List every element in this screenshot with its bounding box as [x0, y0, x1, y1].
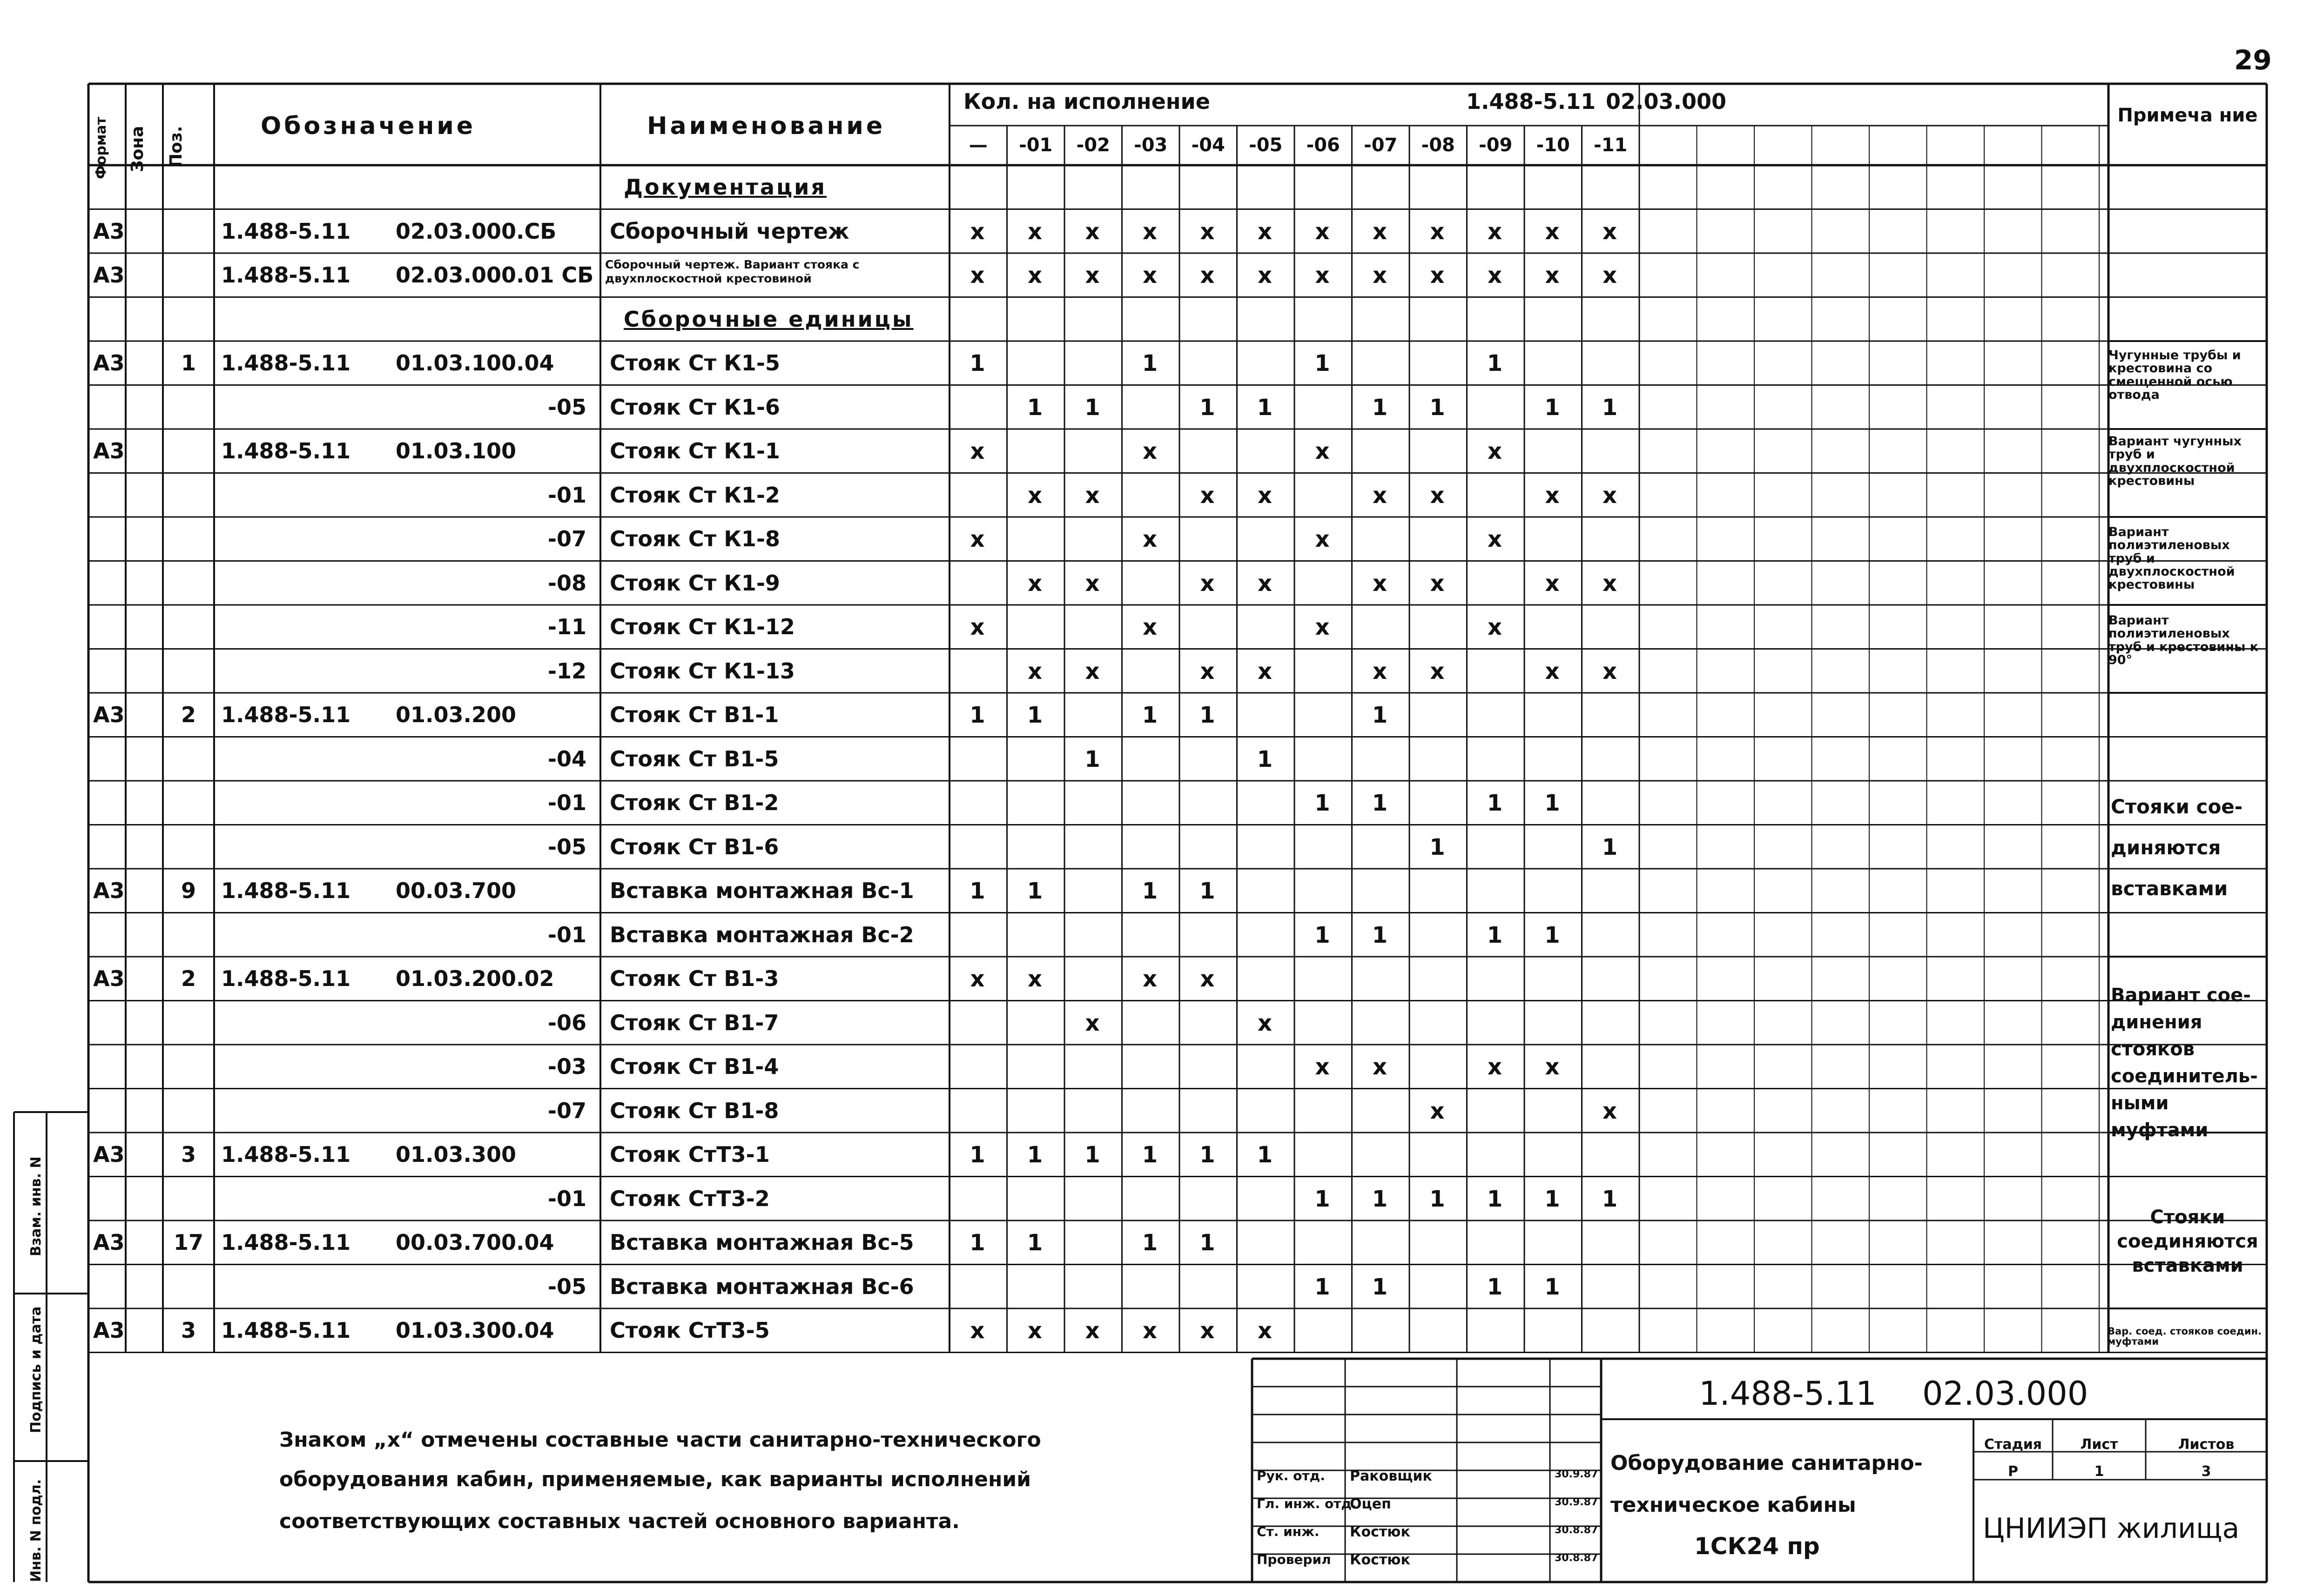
signer-role: Проверил — [1257, 1552, 1331, 1567]
variant-mark: х — [1143, 218, 1157, 245]
note-polyethylene-90: Вариант полиэтиленовых труб и крестовины к 90° — [2108, 613, 2259, 668]
organization-name: ЦНИИЭП жилища — [1983, 1512, 2240, 1545]
variant-mark: х — [1258, 218, 1272, 245]
variant-mark: х — [1028, 1318, 1042, 1344]
variant-mark: 1 — [1027, 1142, 1043, 1168]
variant-col-9: -09 — [1479, 134, 1513, 156]
variant-mark: 1 — [1142, 350, 1158, 376]
variant-col-8: -08 — [1421, 134, 1455, 156]
variant-col-10: -10 — [1536, 134, 1570, 156]
row-designation-number: 01.03.200.02 — [396, 966, 554, 991]
variant-mark: х — [1085, 1318, 1100, 1344]
row-format: А3 — [93, 966, 125, 991]
header-format: Формат — [93, 117, 109, 179]
variant-mark: х — [1545, 658, 1560, 684]
row-designation-number: -04 — [547, 746, 586, 771]
row-name: Стояк Ст К1-5 — [610, 350, 780, 376]
section-heading: Сборочные единицы — [624, 306, 914, 332]
variant-mark: х — [1373, 658, 1387, 684]
variant-mark: 1 — [1372, 394, 1388, 421]
variant-mark: 1 — [1602, 834, 1618, 860]
variant-mark: х — [1143, 526, 1157, 552]
row-designation-code: 1.488-5.11 — [221, 702, 351, 727]
variant-mark: х — [1028, 570, 1042, 597]
variant-mark: 1 — [1199, 1142, 1215, 1168]
note-cast-iron-biplane: Вариант чугунных труб и двухплоскостной крестовины — [2108, 434, 2242, 489]
variant-mark: 1 — [1142, 1230, 1158, 1256]
row-position: 3 — [181, 1318, 196, 1343]
variant-mark: 1 — [1544, 1186, 1560, 1212]
variant-mark: х — [1258, 1318, 1272, 1344]
row-designation-number: 01.03.300 — [396, 1142, 516, 1167]
variant-mark: х — [1315, 526, 1330, 552]
variant-mark: 1 — [1027, 702, 1043, 728]
variant-mark: х — [1143, 1318, 1157, 1344]
variant-mark: х — [1373, 262, 1387, 288]
header-note: Примеча ние — [2117, 105, 2258, 126]
row-name: Вставка монтажная Вс-2 — [610, 922, 914, 947]
title-line-2: техническое кабины — [1610, 1493, 1856, 1517]
row-designation-number: -08 — [547, 570, 586, 596]
variant-mark: х — [1545, 570, 1560, 597]
row-position: 2 — [181, 702, 196, 727]
variant-mark: 1 — [1544, 922, 1560, 948]
row-format: А3 — [93, 878, 125, 903]
row-name: Стояк Ст К1-12 — [610, 614, 795, 639]
row-designation-number: 00.03.700 — [396, 878, 516, 903]
variant-mark: 1 — [1372, 922, 1388, 948]
variant-mark: х — [1545, 1054, 1560, 1080]
row-designation-code: 1.488-5.11 — [221, 262, 351, 288]
variant-mark: х — [1373, 1054, 1387, 1080]
row-name: Стояк Ст К1-6 — [610, 394, 780, 420]
row-name: Стояк Ст В1-2 — [610, 790, 779, 815]
row-designation-code: 1.488-5.11 — [221, 350, 351, 376]
row-name: Стояк Ст В1-3 — [610, 966, 779, 991]
variant-mark: 1 — [1602, 1186, 1618, 1212]
row-designation-number: -03 — [547, 1054, 586, 1079]
stamp-sign-date: Подпись и дата — [28, 1306, 44, 1433]
variant-mark: х — [1603, 218, 1617, 245]
signer-date: 30.8.87 — [1555, 1552, 1598, 1564]
sheets-label: Листов — [2178, 1436, 2235, 1453]
row-name: Стояк Ст В1-7 — [610, 1010, 779, 1035]
variant-mark: 1 — [1257, 1142, 1273, 1168]
variant-mark: х — [1373, 570, 1387, 597]
row-designation-number: 01.03.300.04 — [396, 1318, 554, 1343]
variant-mark: х — [1545, 482, 1560, 509]
variant-mark: х — [1200, 1318, 1215, 1344]
variant-mark: х — [1258, 262, 1272, 288]
variant-mark: х — [1603, 1098, 1617, 1124]
row-name: Стояк Ст В1-5 — [610, 746, 779, 771]
variant-mark: х — [1085, 262, 1100, 288]
row-position: 3 — [181, 1142, 196, 1167]
variant-mark: х — [1085, 218, 1100, 245]
header-qty-label: Кол. на исполнение — [963, 89, 1210, 114]
variant-mark: 1 — [970, 350, 985, 376]
variant-mark: х — [1545, 218, 1560, 245]
row-position: 2 — [181, 966, 196, 991]
variant-mark: 1 — [1544, 394, 1560, 421]
variant-mark: х — [1430, 570, 1445, 597]
row-designation-code: 1.488-5.11 — [221, 1318, 351, 1343]
row-designation-code: 1.488-5.11 — [221, 218, 351, 244]
signer-name: Оцеп — [1350, 1496, 1391, 1512]
variant-mark: х — [1315, 218, 1330, 245]
row-designation-number: -07 — [547, 526, 586, 551]
variant-col-7: -07 — [1364, 134, 1398, 156]
row-designation-code: 1.488-5.11 — [221, 1230, 351, 1255]
header-name: Наименование — [647, 112, 886, 140]
signer-date: 30.8.87 — [1555, 1524, 1598, 1536]
variant-mark: х — [1430, 482, 1445, 509]
row-name: Стояк Ст К1-9 — [610, 570, 780, 596]
row-format: А3 — [93, 262, 125, 288]
variant-mark: 1 — [1487, 922, 1503, 948]
variant-mark: 1 — [970, 1230, 985, 1256]
header-designation: Обозначение — [261, 112, 476, 140]
variant-mark: 1 — [1314, 922, 1330, 948]
variant-col-4: -04 — [1191, 134, 1225, 156]
row-designation-code: 1.488-5.11 — [221, 878, 351, 903]
row-designation-number: -07 — [547, 1098, 586, 1123]
variant-col-11: -11 — [1594, 134, 1628, 156]
row-format: А3 — [93, 218, 125, 244]
variant-mark: х — [1200, 482, 1215, 509]
row-designation-number: 02.03.000.СБ — [396, 218, 557, 244]
row-name: Вставка монтажная Вс-1 — [610, 878, 914, 903]
variant-col-0: — — [969, 134, 988, 156]
row-designation-number: 01.03.100.04 — [396, 350, 554, 376]
row-designation-number: -12 — [547, 658, 586, 684]
variant-mark: 1 — [1084, 1142, 1100, 1168]
row-name: Стояк Ст В1-8 — [610, 1098, 779, 1123]
variant-mark: 1 — [1372, 702, 1388, 728]
variant-mark: х — [1258, 658, 1272, 684]
row-position: 9 — [181, 878, 196, 903]
row-position: 17 — [173, 1230, 203, 1255]
variant-mark: 1 — [1487, 1274, 1503, 1300]
signer-date: 30.9.87 — [1555, 1469, 1598, 1480]
variant-mark: х — [1545, 262, 1560, 288]
variant-mark: 1 — [1314, 1186, 1330, 1212]
signer-date: 30.9.87 — [1555, 1496, 1598, 1508]
signer-name: Костюк — [1350, 1552, 1410, 1568]
row-designation-number: -01 — [547, 922, 586, 947]
row-name: Стояк Ст К1-13 — [610, 658, 795, 684]
variant-col-2: -02 — [1076, 134, 1110, 156]
row-designation-code: 1.488-5.11 — [221, 438, 351, 463]
row-designation-code: 1.488-5.11 — [221, 966, 351, 991]
variant-mark: х — [1258, 1010, 1272, 1036]
variant-mark: х — [1028, 966, 1042, 992]
variant-mark: 1 — [1142, 702, 1158, 728]
variant-mark: 1 — [1372, 1274, 1388, 1300]
variant-mark: х — [970, 262, 985, 288]
variant-mark: х — [1488, 526, 1502, 552]
variant-mark: х — [1028, 658, 1042, 684]
variant-mark: 1 — [1372, 790, 1388, 816]
variant-mark: х — [1603, 482, 1617, 509]
title-line-1: Оборудование санитарно- — [1610, 1451, 1923, 1475]
stamp-orig-inv: Инв. N подл. — [28, 1479, 44, 1582]
note-inserts-2: Стояки соединяются вставками — [2117, 1207, 2258, 1276]
stage-value: Р — [2008, 1463, 2018, 1480]
variant-mark: 1 — [1429, 394, 1445, 421]
variant-mark: х — [1488, 262, 1502, 288]
title-code-b: 02.03.000 — [1922, 1375, 2088, 1413]
signer-role: Рук. отд. — [1257, 1468, 1325, 1483]
variant-mark: 1 — [1199, 394, 1215, 421]
row-name: Стояк Ст К1-2 — [610, 482, 780, 508]
variant-mark: 1 — [1314, 350, 1330, 376]
variant-mark: 1 — [1027, 878, 1043, 904]
variant-mark: 1 — [1084, 746, 1100, 772]
variant-mark: 1 — [1372, 1186, 1388, 1212]
variant-mark: 1 — [1199, 702, 1215, 728]
variant-mark: х — [970, 614, 985, 640]
row-format: А3 — [93, 350, 125, 376]
variant-mark: х — [1143, 438, 1157, 464]
variant-mark: х — [1085, 658, 1100, 684]
variant-col-1: -01 — [1019, 134, 1053, 156]
variant-mark: х — [970, 966, 985, 992]
row-name: Стояк СтТ3-1 — [610, 1142, 770, 1167]
row-name: Стояк Ст В1-1 — [610, 702, 779, 727]
variant-mark: 1 — [1314, 790, 1330, 816]
note-polyethylene-biplane: Вариант полиэтиленовых труб и двухплоскостной крестовины — [2108, 525, 2235, 592]
header-qty-code-b: 02.03.000 — [1606, 89, 1726, 114]
variant-mark: 1 — [1027, 1230, 1043, 1256]
variant-mark: х — [1488, 614, 1502, 640]
sheets-value: 3 — [2201, 1463, 2211, 1480]
row-designation-number: -05 — [547, 834, 586, 859]
header-qty-code-a: 1.488-5.11 — [1466, 89, 1596, 114]
row-name: Стояк Ст В1-4 — [610, 1054, 779, 1079]
row-designation-number: -01 — [547, 1186, 586, 1211]
variant-mark: х — [1028, 262, 1042, 288]
variant-mark: х — [1200, 570, 1215, 597]
variant-mark: х — [1315, 438, 1330, 464]
row-name: Сборочный чертеж. Вариант стояка с двухплоскостной крестовиной — [605, 258, 860, 285]
variant-mark: х — [1315, 1054, 1330, 1080]
variant-mark: 1 — [1314, 1274, 1330, 1300]
title-line-3: 1СК24 пр — [1694, 1533, 1820, 1560]
note-inserts-1: Стояки сое- диняются вставками — [2111, 795, 2243, 900]
variant-mark: 1 — [1487, 790, 1503, 816]
variant-mark: х — [1085, 570, 1100, 597]
variant-mark: 1 — [1487, 1186, 1503, 1212]
variant-mark: 1 — [1544, 790, 1560, 816]
row-name: Стояк Ст К1-1 — [610, 438, 780, 463]
row-name: Вставка монтажная Вс-6 — [610, 1274, 914, 1299]
variant-mark: х — [1430, 218, 1445, 245]
note-cast-iron-offset: Чугунные трубы и крестовина со смещенной осью отвода — [2108, 348, 2241, 402]
variant-mark: х — [1200, 966, 1215, 992]
variant-mark: 1 — [1199, 1230, 1215, 1256]
footnote-line-1: Знаком „х“ отмечены составные части санитарно-технического — [279, 1428, 1041, 1452]
title-code-a: 1.488-5.11 — [1699, 1375, 1877, 1413]
row-designation-number: 01.03.100 — [396, 438, 516, 463]
row-designation-number: 00.03.700.04 — [396, 1230, 554, 1255]
variant-mark: х — [1488, 1054, 1502, 1080]
variant-mark: 1 — [1429, 834, 1445, 860]
stamp-replaced-inv: Взам. инв. N — [28, 1156, 44, 1256]
variant-mark: х — [970, 526, 985, 552]
variant-mark: х — [1200, 218, 1215, 245]
variant-mark: 1 — [1429, 1186, 1445, 1212]
row-designation-number: 01.03.200 — [396, 702, 516, 727]
sheet-value: 1 — [2094, 1463, 2104, 1480]
variant-mark: 1 — [1257, 746, 1273, 772]
variant-mark: 1 — [970, 702, 985, 728]
signer-name: Раковщик — [1350, 1468, 1432, 1484]
signer-role: Гл. инж. отд. — [1257, 1496, 1357, 1511]
variant-mark: х — [1430, 658, 1445, 684]
variant-mark: 1 — [1199, 878, 1215, 904]
variant-mark: х — [1085, 1010, 1100, 1036]
variant-mark: х — [1143, 262, 1157, 288]
note-couplings-short: Вар. соед. стояков соедин. муфтами — [2108, 1326, 2262, 1348]
variant-mark: 1 — [1084, 394, 1100, 421]
signer-role: Ст. инж. — [1257, 1524, 1320, 1539]
variant-mark: 1 — [1602, 394, 1618, 421]
variant-mark: х — [1488, 218, 1502, 245]
row-format: А3 — [93, 438, 125, 463]
row-name: Стояк Ст В1-6 — [610, 834, 779, 859]
variant-col-6: -06 — [1306, 134, 1340, 156]
variant-mark: х — [1315, 262, 1330, 288]
variant-mark: х — [1143, 614, 1157, 640]
row-name: Стояк Ст К1-8 — [610, 526, 780, 551]
row-designation-number: 02.03.000.01 СБ — [396, 262, 594, 288]
variant-mark: 1 — [970, 1142, 985, 1168]
variant-mark: х — [1085, 482, 1100, 509]
signer-name: Костюк — [1350, 1524, 1410, 1540]
row-name: Вставка монтажная Вс-5 — [610, 1230, 914, 1255]
row-name: Стояк СтТ3-2 — [610, 1186, 770, 1211]
variant-mark: 1 — [1487, 350, 1503, 376]
variant-mark: х — [1200, 658, 1215, 684]
section-heading: Документация — [624, 174, 827, 200]
note-couplings: Вариант сое- динения стояков соединитель- ными муфтами — [2111, 985, 2258, 1141]
variant-mark: х — [1200, 262, 1215, 288]
row-name: Стояк СтТ3-5 — [610, 1318, 770, 1343]
header-zone: Зона — [128, 126, 147, 172]
row-format: А3 — [93, 702, 125, 727]
variant-mark: х — [1028, 218, 1042, 245]
variant-col-5: -05 — [1249, 134, 1283, 156]
row-format: А3 — [93, 1142, 125, 1167]
row-designation-number: -01 — [547, 790, 586, 815]
variant-mark: х — [1430, 1098, 1445, 1124]
variant-mark: х — [1373, 218, 1387, 245]
variant-mark: 1 — [1027, 394, 1043, 421]
variant-mark: х — [970, 438, 985, 464]
row-designation-code: 1.488-5.11 — [221, 1142, 351, 1167]
variant-col-3: -03 — [1134, 134, 1168, 156]
variant-mark: 1 — [970, 878, 985, 904]
variant-mark: х — [1430, 262, 1445, 288]
variant-mark: х — [1258, 482, 1272, 509]
row-name: Сборочный чертеж — [610, 218, 849, 244]
row-designation-number: -01 — [547, 482, 586, 508]
row-designation-number: -05 — [547, 394, 586, 420]
stage-label: Стадия — [1984, 1436, 2042, 1453]
variant-mark: х — [1143, 966, 1157, 992]
row-designation-number: -06 — [547, 1010, 586, 1035]
sheet-label: Лист — [2080, 1436, 2118, 1453]
variant-mark: х — [1315, 614, 1330, 640]
variant-mark: х — [1603, 262, 1617, 288]
footnote-line-3: соответствующих составных частей основного варианта. — [279, 1509, 960, 1533]
variant-mark: 1 — [1142, 878, 1158, 904]
page-number: 29 — [2234, 44, 2272, 76]
row-format: А3 — [93, 1318, 125, 1343]
row-format: А3 — [93, 1230, 125, 1255]
row-position: 1 — [181, 350, 196, 376]
variant-mark: х — [970, 218, 985, 245]
variant-mark: 1 — [1142, 1142, 1158, 1168]
row-designation-number: -05 — [547, 1274, 586, 1299]
row-designation-number: -11 — [547, 614, 586, 639]
variant-mark: х — [1603, 658, 1617, 684]
variant-mark: х — [1028, 482, 1042, 509]
variant-mark: х — [1488, 438, 1502, 464]
variant-mark: 1 — [1544, 1274, 1560, 1300]
variant-mark: х — [970, 1318, 985, 1344]
variant-mark: х — [1258, 570, 1272, 597]
variant-mark: х — [1373, 482, 1387, 509]
header-pos: Поз. — [167, 126, 186, 168]
footnote-line-2: оборудования кабин, применяемые, как варианты исполнений — [279, 1468, 1031, 1491]
variant-mark: х — [1603, 570, 1617, 597]
variant-mark: 1 — [1257, 394, 1273, 421]
